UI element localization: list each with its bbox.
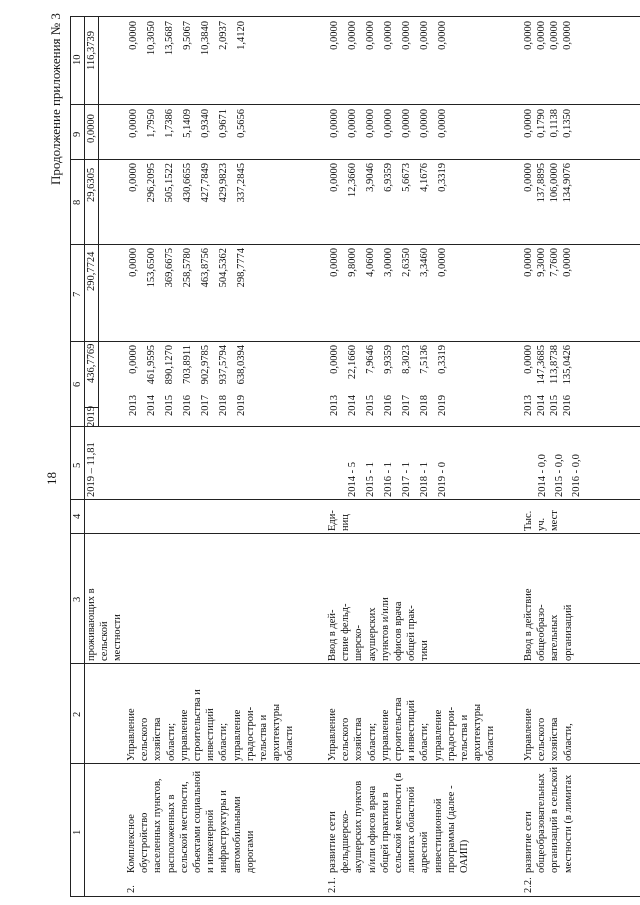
col-divider-5 [70, 426, 640, 427]
row-col8: 0,0000 296,2095 505,1522 430,6655 427,7849 429,9823 337,2845 [128, 163, 247, 203]
page-number: 18 [44, 472, 59, 485]
carry-v6: 436,7769 [86, 343, 97, 383]
row-number: 2.1. [327, 877, 338, 893]
row-unit: Тыс. уч. мест [523, 510, 561, 531]
row-col6: 0,0000 147,3685 113,8738 135,0426 [523, 345, 573, 385]
carry-v7: 290,7724 [86, 251, 97, 291]
row-col8: 0,0000 12,3660 3,9046 6,9359 5,6673 4,1676 0,3319 [329, 163, 448, 198]
row-period: 2014 - 0,0 2015 - 0,0 2016 - 0,0 [537, 454, 582, 497]
row-col6: 0,0000 461,9595 890,1270 703,8911 902,9785 937,5794 638,0394 [128, 345, 247, 385]
col-header-7: 7 [72, 291, 83, 297]
row-col9: 0,0000 1,7950 1,7386 5,1409 0,9340 0,9671 0,5656 [128, 109, 247, 138]
row-col7: 0,0000 153,6500 369,6675 258,5780 463,8756 504,5362 298,7774 [128, 248, 247, 288]
row-years: 2013 2014 2015 2016 2017 2018 2019 [329, 395, 448, 416]
row-col8: 0,0000 137,8895 106,0000 134,9076 [523, 163, 573, 203]
row-number: 2.2. [523, 877, 534, 893]
col-divider-1 [70, 763, 640, 764]
row-name: Комплексное обустройство населенных пунктов, расположенных в сельской местности, объектами социальной и инженерной инфраструктуры и автомобильными дорогами [126, 770, 256, 873]
col-header-3: 3 [72, 596, 83, 602]
col-header-1: 1 [72, 829, 83, 835]
row-name: развитие сети фельдшерско- акушерских пунктов и/или офисов врача общей практики в сельской местности (в лимитах областной адресной инвестиционной программы (далее - ОАИП) [327, 772, 471, 873]
col-header-2: 2 [72, 711, 83, 717]
col-header-6: 6 [72, 381, 83, 387]
carry-row-rule [98, 17, 99, 427]
col-divider-8 [70, 159, 640, 160]
row-executor: Управление сельского хозяйства области, [523, 708, 574, 761]
table-top-border [70, 17, 71, 897]
row-indicator: Ввод в дей- ствие фельд- шерско- акушерских пунктов и/или офисов врача общей прак- тики [327, 597, 431, 661]
col-divider-3 [70, 533, 640, 534]
col-header-10: 10 [72, 54, 83, 65]
row-col6: 0,0000 22,1660 7,9646 9,9359 8,3023 7,5136 0,3319 [329, 345, 448, 380]
row-col10: 0,0000 0,0000 0,0000 0,0000 0,0000 0,0000 0,0000 [329, 21, 448, 50]
carry-v9: 0,0000 [86, 114, 97, 143]
row-executor: Управление сельского хозяйства области; управление строительства и инвестиций области; управление градострои- тельства и архитектуры области [126, 689, 296, 761]
col-divider-7 [70, 244, 640, 245]
row-years: 2013 2014 2015 2016 [523, 395, 573, 416]
row-col10: 0,0000 0,0000 0,0000 0,0000 [523, 21, 573, 50]
col-divider-9 [70, 104, 640, 105]
row-period: 2014 - 5 2015 - 1 2016 - 1 2017 - 1 2018 - 1 2019 - 0 [347, 462, 448, 497]
col-header-4: 4 [72, 513, 83, 519]
left-border [70, 896, 640, 897]
row-years: 2013 2014 2015 2016 2017 2018 2019 [128, 395, 247, 416]
carry-v8: 29,6305 [86, 167, 97, 202]
col-header-8: 8 [72, 199, 83, 205]
row-executor: Управление сельского хозяйства области; управление строительства и инвестиций области; управление градострои- тельства и архитектуры области [327, 697, 497, 761]
col-header-5: 5 [72, 462, 83, 468]
row-col7: 0,0000 9,3000 7,7600 0,0000 [523, 248, 573, 277]
col-divider-4 [70, 499, 640, 500]
col-divider-6 [70, 341, 640, 342]
carry-v10: 116,3739 [86, 31, 97, 70]
row-col9: 0,0000 0,0000 0,0000 0,0000 0,0000 0,0000 0,0000 [329, 109, 448, 138]
row-col9: 0,0000 0,1790 0,1138 0,1350 [523, 109, 573, 138]
carry-period: 2019 – 11,81 [86, 442, 97, 497]
row-indicator: Ввод в действие общеобразо- вательных организаций [523, 588, 574, 661]
row-number: 2. [126, 885, 137, 893]
right-border [70, 16, 640, 17]
running-header: Продолжение приложения № 3 [48, 13, 63, 185]
row-unit: Еди- ниц [327, 510, 352, 531]
col-divider-2 [70, 663, 640, 664]
carry-indicator: проживающих в сельской местности [86, 588, 124, 661]
row-name: развитие сети общеобразовательных организаций в сельской местности (в лимитах [523, 766, 574, 873]
carry-year: 2019 [86, 406, 97, 427]
col-header-9: 9 [72, 131, 83, 137]
row-col7: 0,0000 9,8000 4,0600 3,0000 2,6350 3,3460 0,0000 [329, 248, 448, 277]
row-col10: 0,0000 10,3050 13,5687 9,5067 10,3840 2,0937 1,4120 [128, 21, 247, 56]
